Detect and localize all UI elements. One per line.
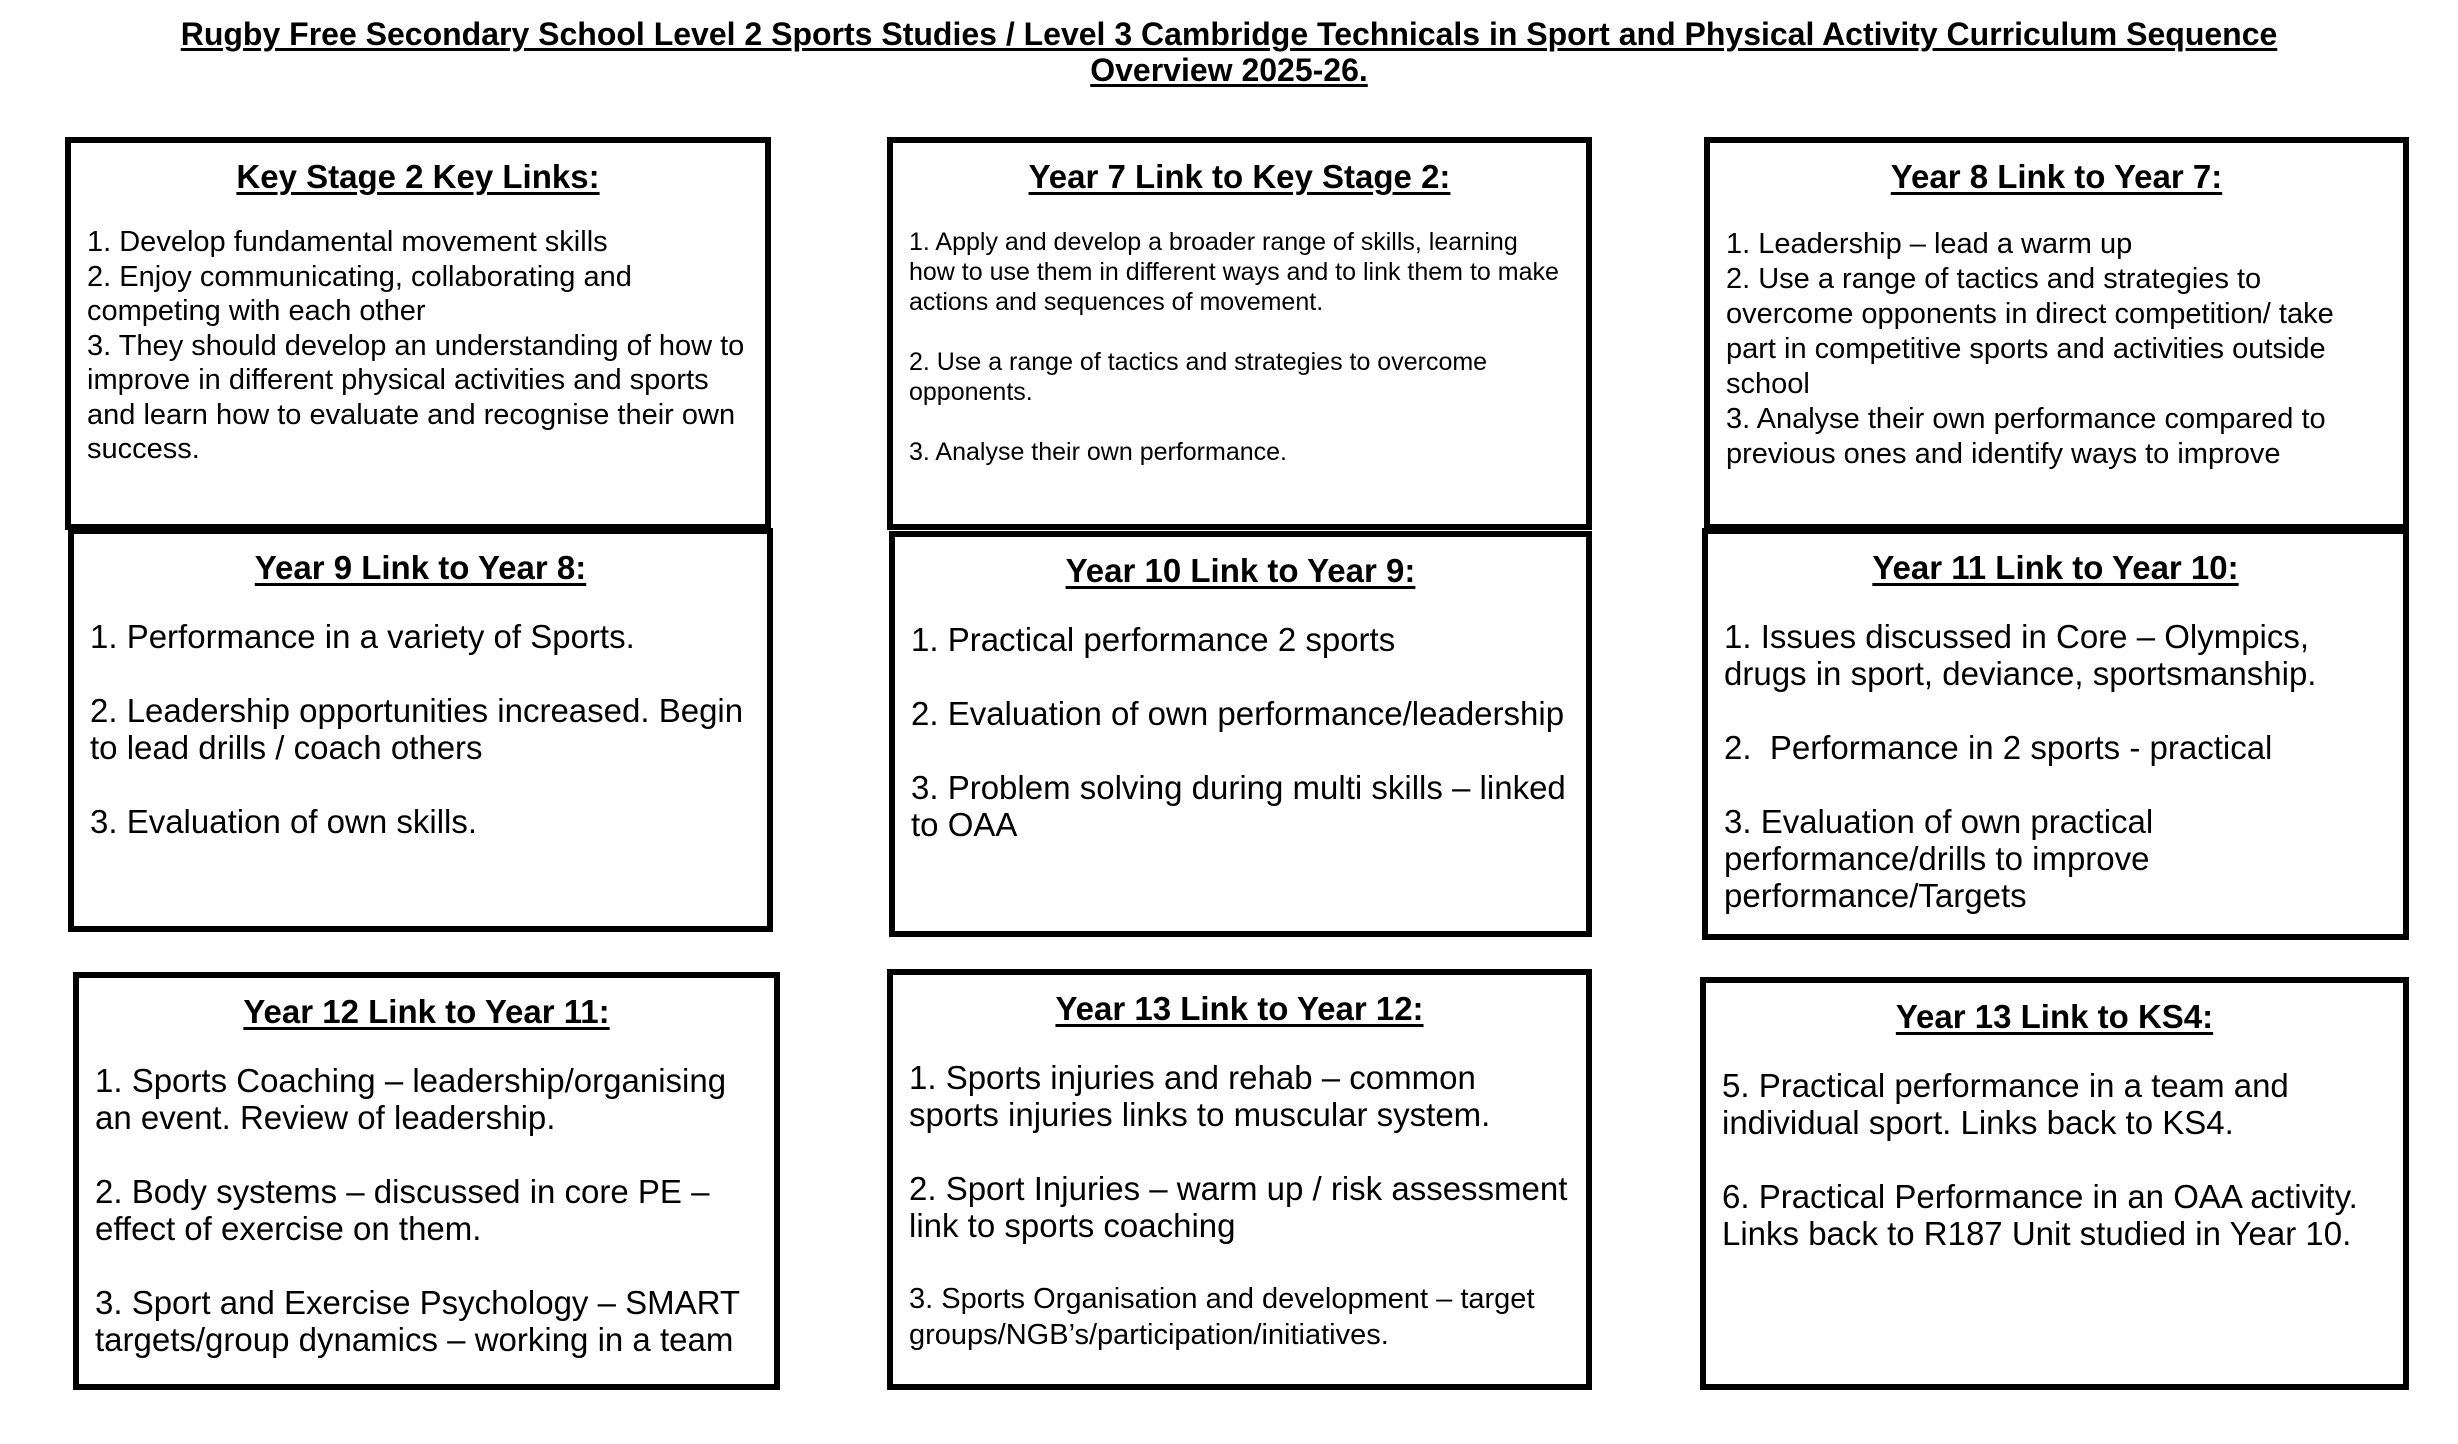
box-year13-link-year12 [887,969,1592,1390]
list-item: 2. Use a range of tactics and strategies to overcome opponents in direct competition/ take part in competitive sports and activities outside school [1726,263,2342,400]
box-list [909,227,1570,467]
list-item: 6. Practical Performance in an OAA activity. Links back to R187 Unit studied in Year 10. [1722,1178,2367,1252]
list-item: 1. Sports injuries and rehab – common sports injuries links to muscular system. [909,1059,1491,1133]
list-item: 3. They should develop an understanding of how to improve in different physical activities and sports and learn how to evaluate and recognise their own success. [87,329,753,465]
box-list [1724,618,2387,914]
list-item: 3. Sport and Exercise Psychology – SMART targets/group dynamics – working in a team [95,1284,749,1358]
box-list [909,1059,1577,1353]
box-year10-link-year9 [889,531,1592,937]
list-item: 1. Practical performance 2 sports [911,621,1396,658]
list-item: 1. Develop fundamental movement skills [87,226,608,258]
list-item: 3. Analyse their own performance compared to previous ones and identify ways to improve [1726,403,2334,470]
page-title-line-1: Rugby Free Secondary School Level 2 Sports Studies / Level 3 Cambridge Technicals in Sport and Physical Activity Curriculum Sequence [180,16,2278,52]
box-list [90,618,751,840]
list-item: 1. Performance in a variety of Sports. [90,618,635,655]
list-item: 2. Evaluation of own performance/leadership [911,695,1565,732]
box-heading: Year 8 Link to Year 7: [1890,158,2223,195]
list-item: 1. Issues discussed in Core – Olympics, drugs in sport, deviance, sportsmanship. [1724,618,2319,692]
list-item: 2. Use a range of tactics and strategies to overcome opponents. [909,348,1495,406]
box-list [95,1062,758,1358]
box-year7-link-ks2 [887,137,1592,530]
box-ks2-key-links [65,137,771,530]
box-list [1726,227,2387,472]
box-heading: Year 11 Link to Year 10: [1872,549,2239,586]
box-heading: Year 10 Link to Year 9: [1065,552,1416,589]
box-year9-link-year8 [68,528,773,932]
box-heading: Year 13 Link to Year 12: [1055,990,1424,1027]
list-item: 1. Apply and develop a broader range of skills, learning how to use them in different ways and to link them to make actions and sequences of movement. [909,228,1566,316]
list-item: 5. Practical performance in a team and individual sport. Links back to KS4. [1722,1067,2298,1141]
box-heading: Year 13 Link to KS4: [1895,998,2214,1035]
box-list [87,225,753,467]
box-year11-link-year10 [1702,528,2409,940]
box-year13-link-ks4 [1700,977,2409,1390]
list-item: 2. Leadership opportunities increased. Begin to lead drills / coach others [90,692,753,766]
page-title-line-2: Overview 2025-26. [1090,52,1368,88]
list-item: 3. Evaluation of own practical performance/drills to improve performance/Targets [1724,803,2163,914]
box-heading: Year 7 Link to Key Stage 2: [1028,158,1451,195]
page-title [0,16,2458,88]
list-item: 2. Body systems – discussed in core PE – effect of exercise on them. [95,1173,719,1247]
list-item: 2. Performance in 2 sports - practical [1724,729,2273,766]
box-year12-link-year11 [73,972,780,1390]
list-item: 1. Leadership – lead a warm up [1726,228,2133,260]
box-year8-link-year7 [1704,137,2409,530]
list-item: 3. Analyse their own performance. [909,438,1287,466]
list-item: 2. Sport Injuries – warm up / risk assessment link to sports coaching [909,1170,1577,1244]
list-item: 1. Sports Coaching – leadership/organising an event. Review of leadership. [95,1062,736,1136]
box-list [1722,1067,2387,1252]
box-list [911,621,1575,843]
box-heading: Key Stage 2 Key Links: [236,158,600,195]
list-item: 2. Enjoy communicating, collaborating and competing with each other [87,260,640,327]
list-item: 3. Sports Organisation and development – target groups/NGB’s/participation/initiatives. [909,1283,1543,1351]
list-item: 3. Problem solving during multi skills – linked to OAA [911,769,1575,843]
list-item: 3. Evaluation of own skills. [90,803,478,840]
box-heading: Year 12 Link to Year 11: [243,993,610,1030]
box-heading: Year 9 Link to Year 8: [254,549,587,586]
